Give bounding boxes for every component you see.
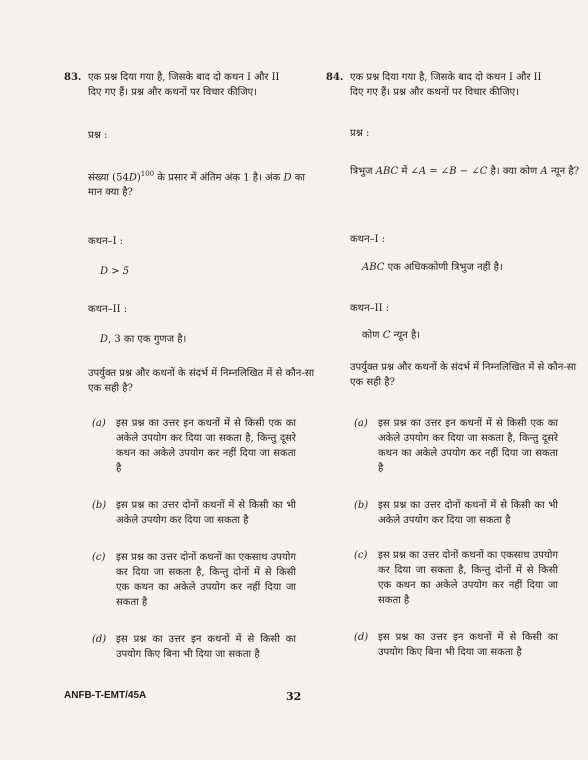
question-ask: उपर्युक्त प्रश्न और कथनों के संदर्भ में निम्नलिखित में से कौन-सा एक सही है? (88, 368, 315, 394)
question-intro: एक प्रश्न दिया गया है, जिसके बाद दो कथन I और II दिए गए हैं। प्रश्न और कथनों पर विचार कीजिए। (88, 72, 280, 98)
statement-1-label: कथन–I : (88, 236, 124, 247)
option-d[interactable]: (d) इस प्रश्न का उत्तर इन कथनों में से किसी का उपयोग किए बिना भी दिया जा सकता है (92, 634, 296, 660)
question-label: प्रश्न : (88, 130, 108, 141)
statement-1-text: ABC एक अधिककोणी त्रिभुज नहीं है। (362, 262, 503, 273)
statement-1-label: कथन–I : (350, 234, 386, 245)
question-intro: एक प्रश्न दिया गया है, जिसके बाद दो कथन I और II दिए गए हैं। प्रश्न और कथनों पर विचार कीजिए। (350, 72, 542, 98)
option-b[interactable]: (b) इस प्रश्न का उत्तर दोनों कथनों में से किसी का भी अकेले उपयोग कर दिया जा सकता है (92, 500, 296, 526)
option-a[interactable]: (a) इस प्रश्न का उत्तर इन कथनों में से किसी एक का अकेले उपयोग कर दिया जा सकता है, किन्तु दूसरे कथन का अकेले उपयोग कर नहीं दिया जा सकता है (354, 418, 558, 474)
question-text: त्रिभुज ABC में ∠A = ∠B − ∠C है। क्या कोण A न्यून है? (350, 166, 579, 177)
question-number: 83. (64, 72, 82, 83)
statement-2-label: कथन–II : (88, 304, 128, 315)
option-c[interactable]: (c) इस प्रश्न का उत्तर दोनों कथनों का एकसाथ उपयोग कर दिया जा सकता है, किन्तु दोनों में से किसी एक कथन का अकेले उपयोग कर नहीं दिया जा सकता है (354, 550, 558, 606)
option-a[interactable]: (a) इस प्रश्न का उत्तर इन कथनों में से किसी एक का अकेले उपयोग कर दिया जा सकता है, किन्तु दूसरे कथन का अकेले उपयोग कर नहीं दिया जा सकता है (92, 418, 296, 474)
statement-2-text: कोण C न्यून है। (362, 330, 421, 341)
option-c[interactable]: (c) इस प्रश्न का उत्तर दोनों कथनों का एकसाथ उपयोग कर दिया जा सकता है, किन्तु दोनों में से किसी एक कथन का अकेले उपयोग कर नहीं दिया जा सकता है (92, 552, 296, 608)
statement-1-text: D > 5 (100, 266, 130, 277)
option-d[interactable]: (d) इस प्रश्न का उत्तर इन कथनों में से किसी का उपयोग किए बिना भी दिया जा सकता है (354, 632, 558, 658)
question-ask: उपर्युक्त प्रश्न और कथनों के संदर्भ में निम्नलिखित में से कौन-सा एक सही है? (350, 362, 577, 388)
option-b[interactable]: (b) इस प्रश्न का उत्तर दोनों कथनों में से किसी का भी अकेले उपयोग कर दिया जा सकता है (354, 500, 558, 526)
paper-code: ANFB-T-EMT/45A (64, 690, 147, 701)
statement-2-label: कथन–II : (350, 303, 390, 314)
page-number: 32 (286, 690, 302, 703)
question-label: प्रश्न : (350, 128, 370, 139)
question-text: संख्या $(54D)^{100}$ के प्रसार में अंतिम अंक 1 है। अंक D का मान क्या है? (88, 170, 306, 199)
question-number: 84. (326, 72, 344, 83)
statement-2-text: D, 3 का एक गुणज है। (100, 334, 187, 345)
